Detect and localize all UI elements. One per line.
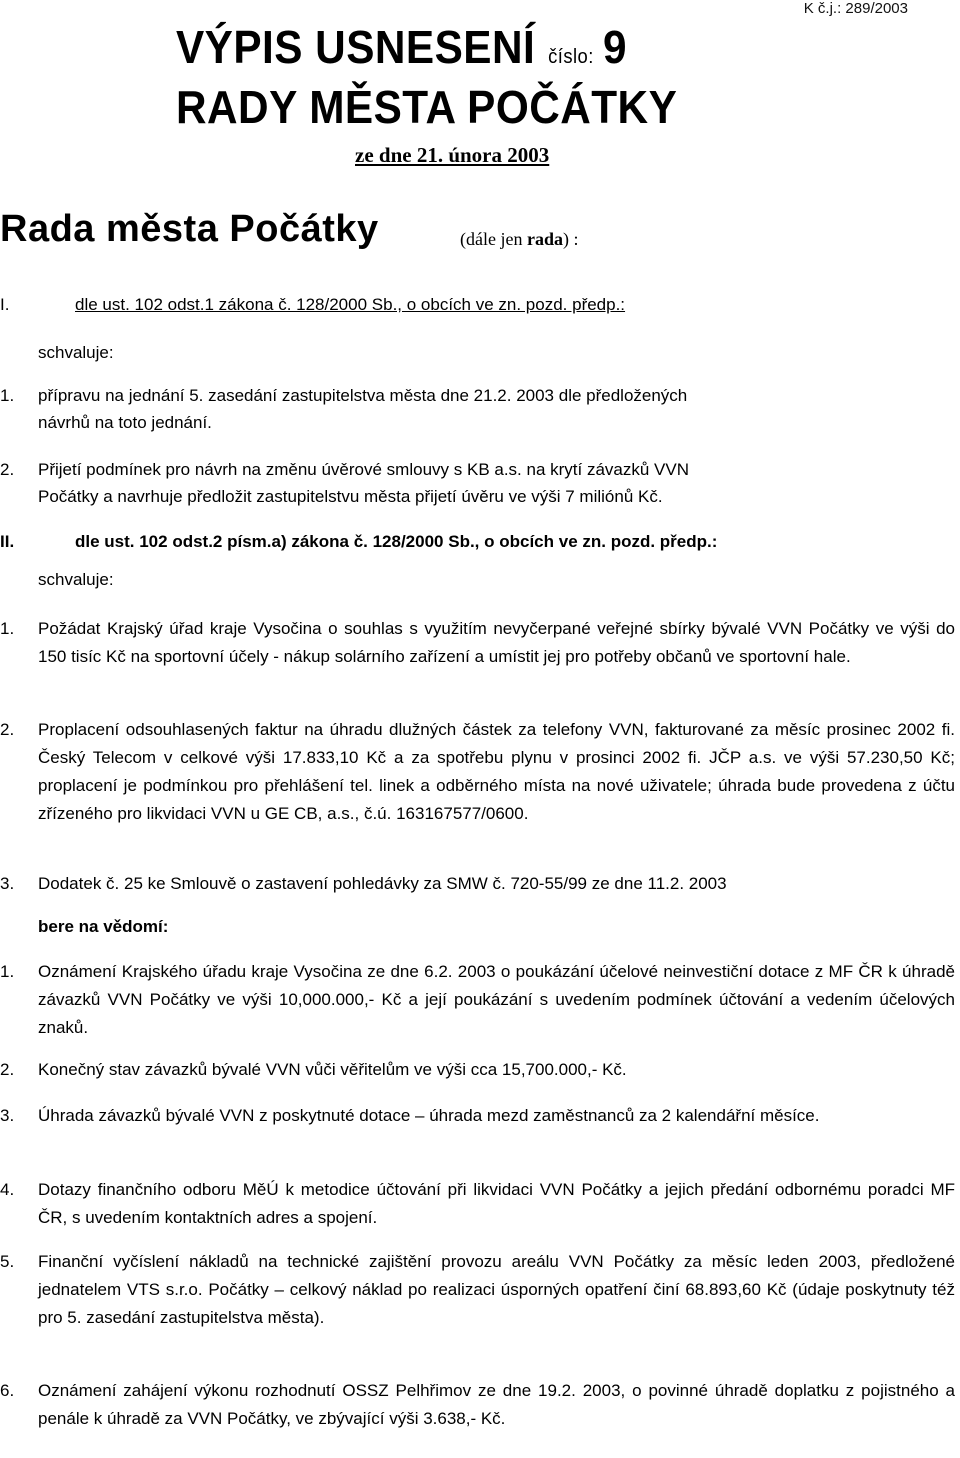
reference-number: K č.j.: 289/2003	[803, 0, 908, 17]
alias-suffix: ) :	[562, 229, 579, 249]
s1-item-2-line-1: Přijetí podmínek pro návrh na změnu úvěrové smlouvy s KB a.s. na krytí závazků VVN	[38, 460, 690, 479]
org-name: Rada města Počátky	[0, 208, 379, 250]
s2b-item-6-text: Oznámení zahájení výkonu rozhodnutí OSSZ Pelhřimov ze dne 19.2. 2003, o povinné úhradě doplatku z pojistného a penále k úhradě za VVN Počátky, ve zbývající výši 3.638,- Kč.	[38, 1381, 955, 1428]
s2-item-3-number: 3.	[0, 874, 15, 893]
meeting-date: ze dne 21. února 2003	[355, 143, 550, 167]
s1-item-2-number: 2.	[0, 460, 15, 479]
s2-item-2-number: 2.	[0, 720, 15, 739]
title-line-1	[176, 20, 627, 74]
alias-bold: rada	[526, 229, 563, 249]
section-1-roman: I.	[0, 295, 10, 314]
s2-item-1-number: 1.	[0, 619, 15, 638]
s2-item-1-text: Požádat Krajský úřad kraje Vysočina o souhlas s využitím nevyčerpané veřejné sbírky bývalé VVN Počátky ve výši do 150 tisíc Kč na sportovní účely - nákup solárního zařízení a umístit jej pro potřeby občanů ve sportovní hale.	[38, 619, 955, 666]
s2b-item-1-number: 1.	[0, 962, 15, 981]
s2b-item-4-text: Dotazy finančního odboru MěÚ k metodice účtování při likvidaci VVN Počátky a jejich předání odbornému poradci MF ČR, s uvedením kontaktních adres a spojení.	[38, 1180, 955, 1227]
s2b-item-3-text: Úhrada závazků bývalé VVN z poskytnuté dotace – úhrada mezd zaměstnanců za 2 kalendářní měsíce.	[38, 1106, 820, 1125]
s2b-item-6-number: 6.	[0, 1381, 15, 1400]
s2b-item-2-number: 2.	[0, 1060, 15, 1079]
s2b-item-3-number: 3.	[0, 1106, 15, 1125]
section-2-verb: schvaluje:	[38, 570, 114, 589]
s2b-item-1-text: Oznámení Krajského úřadu kraje Vysočina ze dne 6.2. 2003 o poukázání účelové neinvestiční dotace z MF ČR k úhradě závazků VVN Počátky ve výši 10,000.000,- Kč a její poukázání s uvedením podmínek účtování a vedením účelových znaků.	[38, 962, 955, 1037]
s1-item-1-number: 1.	[0, 386, 15, 405]
s1-item-2-line-2: Počátky a navrhuje předložit zastupitelstvu města přijetí úvěru ve výši 7 miliónů Kč.	[38, 487, 663, 506]
section-1-verb: schvaluje:	[38, 343, 114, 362]
s2-item-3-text: Dodatek č. 25 ke Smlouvě o zastavení pohledávky za SMW č. 720-55/99 ze dne 11.2. 2003	[38, 874, 727, 893]
s2b-item-5-number: 5.	[0, 1252, 15, 1271]
section-2-verb-2: bere na vědomí:	[38, 917, 169, 936]
section-2-heading: dle ust. 102 odst.2 písm.a) zákona č. 128/2000 Sb., o obcích ve zn. pozd. předp.:	[75, 532, 718, 551]
s2b-item-5-text: Finanční vyčíslení nákladů na technické zajištění provozu areálu VVN Počátky za měsíc leden 2003, předložené jednatelem VTS s.r.o. Počátky – celkový náklad po realizaci úsporných opatření činí 68.893,60 Kč (údaje poskytnuty též pro 5. zasedání zastupitelstva města).	[38, 1252, 955, 1327]
alias-prefix: (dále jen	[460, 229, 527, 249]
cislo-value: 9	[603, 21, 628, 73]
s2b-item-2-text: Konečný stav závazků bývalé VVN vůči věřitelům ve výši cca 15,700.000,- Kč.	[38, 1060, 627, 1079]
s2-item-2-text: Proplacení odsouhlasených faktur na úhradu dlužných částek za telefony VVN, fakturované za měsíc prosinec 2002 fi. Český Telecom v celkové výši 17.833,10 Kč a za spotřebu plynu v prosinci 2002 fi. JČP a.s. ve výši 57.230,50 Kč; proplacení je podmínkou pro přehlášení tel. linek a odběrného místa na nové uživatele; úhrada bude provedena z účtu zřízeného pro likvidaci VVN u GE CB, a.s., č.ú. 163167577/0600.	[38, 720, 955, 823]
title-line-2: RADY MĚSTA POČÁTKY	[176, 81, 678, 133]
org-alias	[460, 229, 578, 250]
s2b-item-4-number: 4.	[0, 1180, 15, 1199]
s1-item-1-line-2: návrhů na toto jednání.	[38, 413, 212, 432]
s1-item-1-line-1: přípravu na jednání 5. zasedání zastupitelstva města dne 21.2. 2003 dle předložených	[38, 386, 688, 405]
section-1-heading: dle ust. 102 odst.1 zákona č. 128/2000 Sb., o obcích ve zn. pozd. předp.:	[75, 295, 626, 314]
title-text: VÝPIS USNESENÍ	[176, 21, 536, 73]
cislo-label: číslo:	[548, 46, 594, 68]
section-2-roman: II.	[0, 532, 15, 551]
